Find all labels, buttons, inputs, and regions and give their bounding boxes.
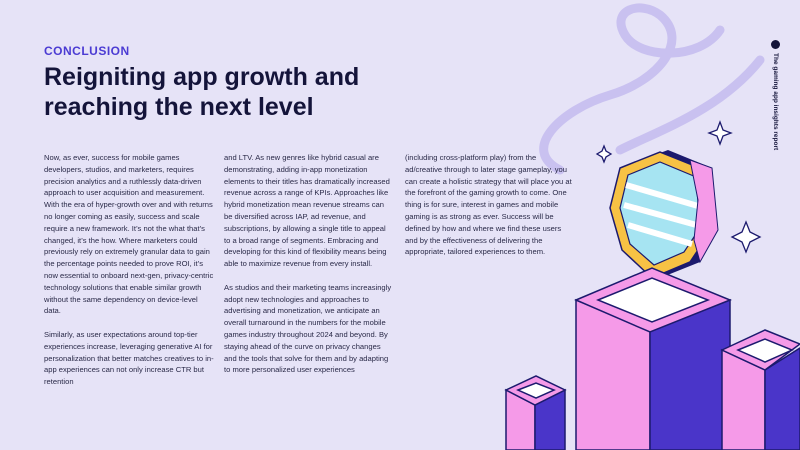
body-column-1 bbox=[44, 152, 214, 400]
paragraph: As studios and their marketing teams increasingly adopt new technologies and approaches to advertising and monetization, we anticipate an overall turnaround in the numbers for the mobile games industry throughout 2024 and beyond. By staying ahead of the curve on privacy changes and the tools that solve for them and by adapting to more personalized user experiences bbox=[224, 282, 392, 375]
report-side-label bbox=[771, 40, 780, 150]
body-column-2 bbox=[224, 152, 394, 388]
shield-icon bbox=[610, 150, 718, 278]
paragraph: Now, as ever, success for mobile games developers, studios, and marketers, requires precision analytics and a ruthlessly data-driven approach to user acquisition and measurement. With the era of hyper-growth over and with returns no longer coming as easily, success and scale require a new framework. It’s not the what that’s changed, it’s the how. Where marketers could previously rely on extremely granular data to gain the percentage points needed to prove ROI, it’s now essential to onboard next-gen, privacy-centric technology solutions that enable similar growth without the same dependency on device-level data. bbox=[44, 153, 214, 316]
pillar-right bbox=[722, 330, 800, 450]
section-eyebrow: CONCLUSION bbox=[44, 44, 130, 58]
brand-logo-icon bbox=[771, 40, 780, 49]
report-name: The gaming app insights report bbox=[772, 53, 779, 151]
paragraph: Similarly, as user expectations around top-tier experiences increase, leveraging generative AI for personalization that better matches creatives to in-app experiences can not only increase CTR but retention bbox=[44, 329, 214, 387]
paragraph: and LTV. As new genres like hybrid casual are demonstrating, adding in-app monetization elements to their titles has dramatically increased revenue across a range of KPIs. Approaches like hybrid monetization mean revenue streams can be diversified across IAP, ad revenue, and subscriptions, by allowing a single title to appeal to a broad range of segments. Embracing and developing for this kind of flexibility means being able to maximize revenue from every install. bbox=[224, 153, 390, 269]
pillar-left bbox=[506, 376, 565, 450]
swirl-decoration bbox=[544, 8, 760, 170]
paragraph: (including cross-platform play) from the ad/creative through to later stage gameplay, you can create a holistic strategy that will place you at the forefront of the gaming growth to come. One thing is for sure, interest in games and mobile gaming is as strong as ever. Success will be defined by how and where we find these users and by the effectiveness of delivering the appropriate, tailored experiences to them. bbox=[405, 153, 572, 257]
title-line-2: reaching the next level bbox=[44, 93, 314, 121]
pillar-center bbox=[576, 268, 730, 450]
title-line-1: Reigniting app growth and bbox=[44, 63, 360, 91]
body-column-3 bbox=[405, 152, 575, 270]
page-title bbox=[44, 62, 464, 122]
